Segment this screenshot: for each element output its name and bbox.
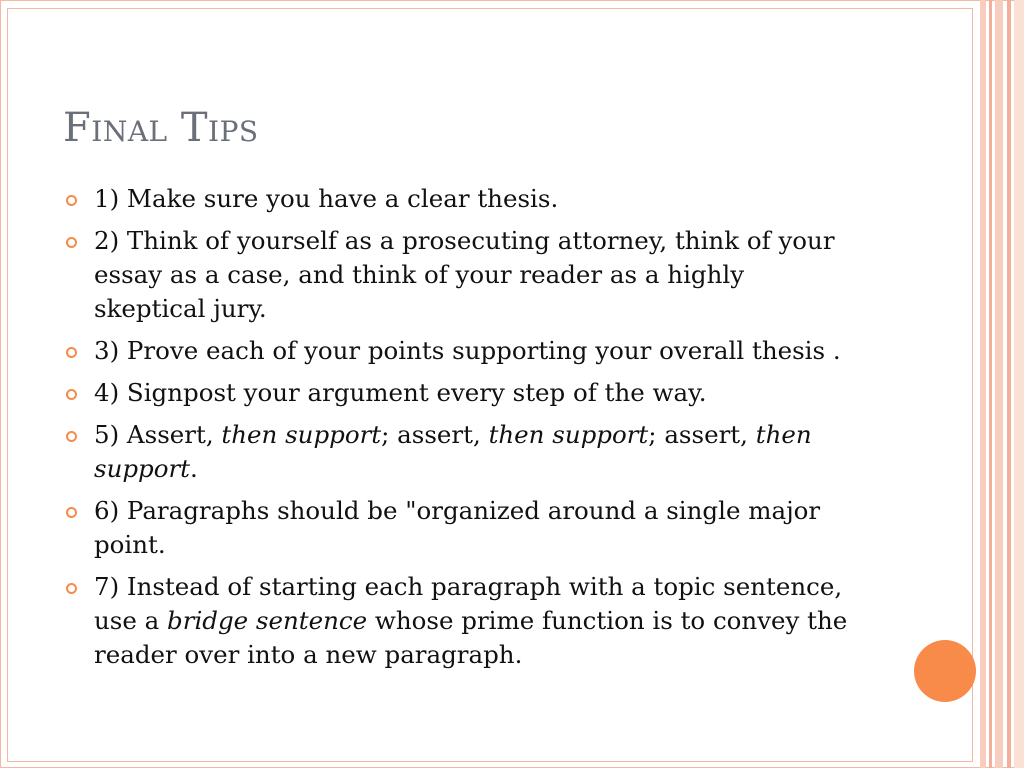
slide-title: Final Tips (63, 105, 259, 151)
bullet-text-run: ; assert, (648, 420, 756, 449)
bullet-item (63, 494, 863, 562)
bullet-circle-icon (66, 237, 77, 248)
bullet-text-run: whose prime function is to convey the reader over into a new paragraph. (94, 606, 848, 669)
bullet-text-run: . (190, 454, 198, 483)
decorative-circle (914, 640, 976, 702)
bullet-circle-icon (66, 431, 77, 442)
bullet-item (63, 376, 863, 410)
bullet-item (63, 334, 863, 368)
bullet-text-emphasis: then support (488, 420, 649, 449)
bullet-text: 1) Make sure you have a clear thesis. (94, 184, 559, 213)
bullet-item (63, 182, 863, 216)
bullet-text-emphasis: then support (94, 420, 812, 483)
bullet-list (63, 182, 863, 680)
bullet-item (63, 224, 863, 326)
decorative-stripe (980, 0, 986, 768)
decorative-stripe (995, 0, 1003, 768)
bullet-circle-icon (66, 583, 77, 594)
bullet-circle-icon (66, 507, 77, 518)
bullet-text-run: 7) Instead of starting each paragraph with a topic sentence, use a (94, 572, 843, 635)
decorative-stripe (1014, 0, 1024, 768)
bullet-text: 6) Paragraphs should be "organized around a single major point. (94, 496, 821, 559)
bullet-text: 2) Think of yourself as a prosecuting attorney, think of your essay as a case, and think of your reader as a highly skeptical jury. (94, 226, 835, 323)
bullet-item (63, 418, 863, 486)
bullet-text-emphasis: bridge sentence (167, 606, 368, 635)
bullet-text: 4) Signpost your argument every step of the way. (94, 378, 707, 407)
bullet-text-run: ; assert, (381, 420, 489, 449)
bullet-text-emphasis: then support (221, 420, 382, 449)
bullet-text-run: 5) Assert, (94, 420, 222, 449)
bullet-text: 3) Prove each of your points supporting your overall thesis . (94, 336, 841, 365)
bullet-text (94, 572, 847, 669)
bullet-text (94, 420, 812, 483)
bullet-circle-icon (66, 347, 77, 358)
bullet-item (63, 570, 863, 672)
bullet-circle-icon (66, 195, 77, 206)
decorative-stripe (1007, 0, 1011, 768)
decorative-stripe (989, 0, 992, 768)
bullet-circle-icon (66, 389, 77, 400)
